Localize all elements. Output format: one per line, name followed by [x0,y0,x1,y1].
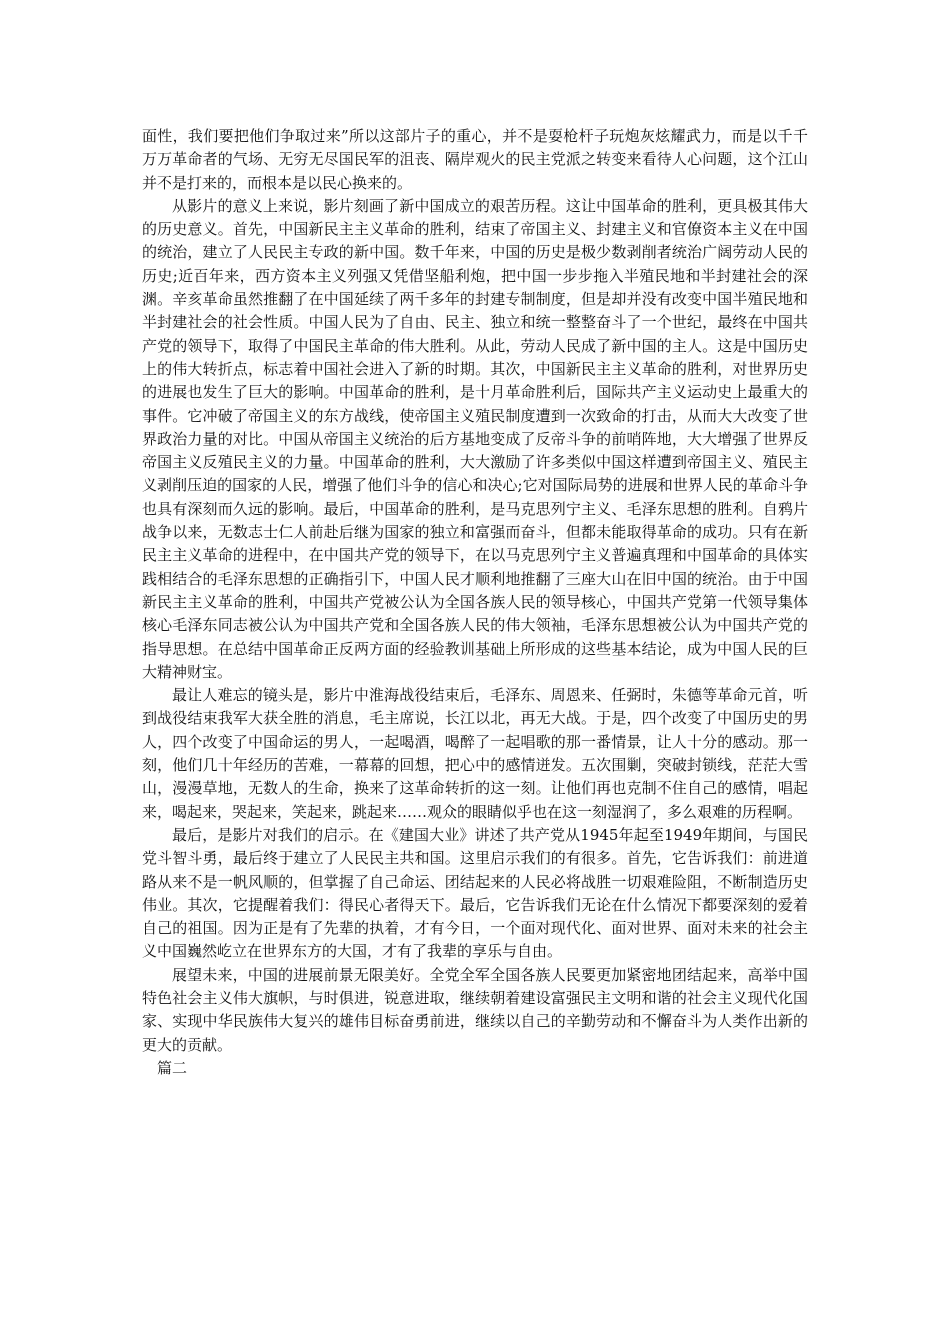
paragraph-continuation: 面性，我们要把他们争取过来”所以这部片子的重心，并不是耍枪杆子玩炮灰炫耀武力，而是以千千万万革命者的气场、无穷无尽国民军的沮丧、隔岸观火的民主党派之转变来看待人心问题，这个江山并不是打来的，而根本是以民心换来的。 [142,127,808,192]
paragraph-inspiration: 最后，是影片对我们的启示。在《建国大业》讲述了共产党从1945年起至1949年期间，与国民党斗智斗勇，最后终于建立了人民民主共和国。这里启示我们的有很多。首先，它告诉我们：前进道路从来不是一帆风顺的，但掌握了自己命运、团结起来的人民必将战胜一切艰难险阻，不断制造历史伟业。其次，它提醒着我们：得民心者得天下。最后，它告诉我们无论在什么情况下都要深刻的爱着自己的祖国。因为正是有了先辈的执着，才有今日，一个面对现代化、面对世界、面对未来的社会主义中国巍然屹立在世界东方的大国，才有了我辈的享乐与自由。 [142,825,808,961]
document-body [142,125,808,1080]
paragraph-historical-significance: 从影片的意义上来说，影片刻画了新中国成立的艰苦历程。这让中国革命的胜利，更具极其伟大的历史意义。首先，中国新民主主义革命的胜利，结束了帝国主义、封建主义和官僚资本主义在中国的统治，建立了人民民主专政的新中国。数千年来，中国的历史是极少数剥削者统治广阔劳动人民的历史;近百年来，西方资本主义列强又凭借坚船利炮，把中国一步步拖入半殖民地和半封建社会的深渊。辛亥革命虽然推翻了在中国延续了两千多年的封建专制制度，但是却并没有改变中国半殖民地和半封建社会的社会性质。中国人民为了自由、民主、独立和统一整整奋斗了一个世纪，最终在中国共产党的领导下，取得了中国民主革命的伟大胜利。从此，劳动人民成了新中国的主人。这是中国历史上的伟大转折点，标志着中国社会进入了新的时期。其次，中国新民主主义革命的胜利，对世界历史的进展也发生了巨大的影响。中国革命的胜利，是十月革命胜利后，国际共产主义运动史上最重大的事件。它冲破了帝国主义的东方战线，使帝国主义殖民制度遭到一次致命的打击，从而大大改变了世界政治力量的对比。中国从帝国主义统治的后方基地变成了反帝斗争的前哨阵地，大大增强了世界反帝国主义反殖民主义的力量。中国革命的胜利，大大激励了许多类似中国这样遭到帝国主义、殖民主义剥削压迫的国家的人民，增强了他们斗争的信心和决心;它对国际局势的进展和世界人民的革命斗争也具有深刻而久远的影响。最后，中国革命的胜利，是马克思列宁主义、毛泽东思想的胜利。自鸦片战争以来，无数志士仁人前赴后继为国家的独立和富强而奋斗，但都未能取得革命的成功。只有在新民主主义革命的进程中，在中国共产党的领导下，在以马克思列宁主义普遍真理和中国革命的具体实践相结合的毛泽东思想的正确指引下，中国人民才顺利地推翻了三座大山在旧中国的统治。由于中国新民主主义革命的胜利，中国共产党被公认为全国各族人民的领导核心，中国共产党第一代领导集体核心毛泽东同志被公认为中国共产党和全国各族人民的伟大领袖，毛泽东思想被公认为中国共产党的指导思想。在总结中国革命正反两方面的经验教训基础上所形成的这些基本结论，成为中国人民的巨大精神财宝。 [142,196,808,681]
section-label: 篇二 [157,1058,188,1077]
paragraph-memorable-scene: 最让人难忘的镜头是，影片中淮海战役结束后，毛泽东、周恩来、任弼时，朱德等革命元首，听到战役结束我军大获全胜的消息，毛主席说，长江以北，再无大战。于是，四个改变了中国历史的男人，四个改变了中国命运的男人，一起喝酒，喝醉了一起唱歌的那一番情景，让人十分的感动。那一刻，他们几十年经历的苦难，一幕幕的回想，把心中的感情迸发。五次围剿，突破封锁线，茫茫大雪山，漫漫草地，无数人的生命，换来了这革命转折的这一刻。让他们再也克制不住自己的感情，唱起来，喝起来，哭起来，笑起来，跳起来……观众的眼睛似乎也在这一刻湿润了，多么艰难的历程啊。 [142,686,808,821]
paragraph-outlook: 展望未来，中国的进展前景无限美好。全党全军全国各族人民要更加紧密地团结起来，高举中国特色社会主义伟大旗帜，与时俱进，锐意进取，继续朝着建设富强民主文明和谐的社会主义现代化国家、实现中华民族伟大复兴的雄伟目标奋勇前进，继续以自己的辛勤劳动和不懈奋斗为人类作出新的更大的贡献。 [142,965,808,1054]
